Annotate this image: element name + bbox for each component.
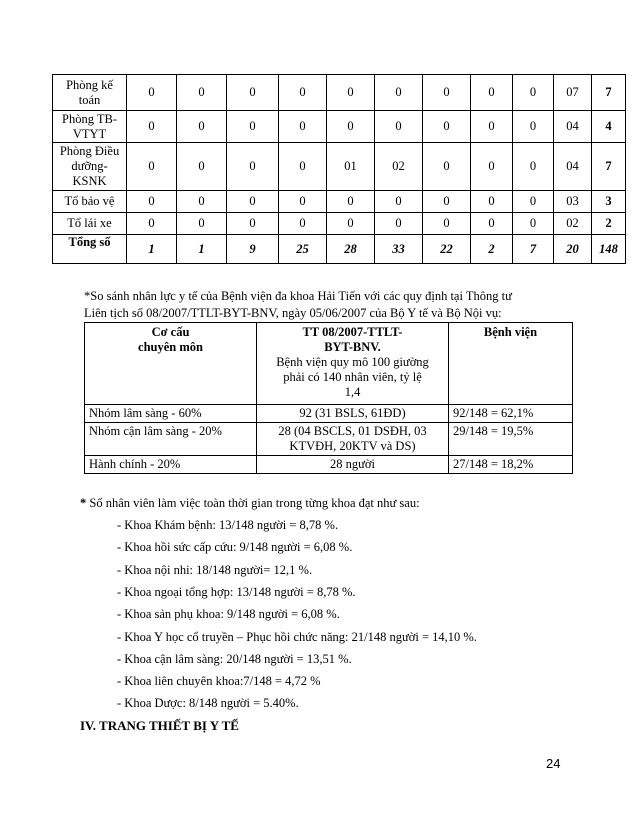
staff-table — [52, 74, 626, 264]
table-cell: 0 — [127, 111, 177, 143]
row-total: 2 — [592, 213, 626, 235]
table-row — [53, 143, 626, 191]
row-label-line: VTYT — [72, 126, 107, 141]
table-row — [53, 213, 626, 235]
standard-cell — [257, 405, 449, 423]
row-label — [53, 75, 127, 111]
table-cell: 0 — [177, 111, 227, 143]
total-cell: 7 — [513, 235, 554, 264]
table-cell: 0 — [177, 191, 227, 213]
page-number: 24 — [546, 756, 561, 771]
table-cell: 0 — [471, 111, 513, 143]
header-text: Bệnh viện quy mô 100 giường — [276, 355, 429, 369]
group-cell: Nhóm cận lâm sàng - 20% — [85, 423, 257, 456]
table-cell: 0 — [227, 213, 279, 235]
group-cell: Hành chính - 20% — [85, 456, 257, 474]
row-total: 7 — [592, 143, 626, 191]
total-cell: 1 — [177, 235, 227, 264]
table-cell: 0 — [327, 75, 375, 111]
row-label — [53, 111, 127, 143]
header-text: 1,4 — [344, 385, 361, 399]
table-cell: 0 — [471, 143, 513, 191]
table-cell: 0 — [513, 75, 554, 111]
header-text: chuyên môn — [138, 340, 203, 354]
table-cell: 0 — [423, 111, 471, 143]
standard-line: 28 người — [330, 457, 375, 471]
table-cell: 03 — [554, 191, 592, 213]
table-cell: 0 — [375, 75, 423, 111]
row-total: 7 — [592, 75, 626, 111]
table-cell: 04 — [554, 143, 592, 191]
total-cell: 9 — [227, 235, 279, 264]
comparison-row — [85, 405, 573, 423]
list-item: - Khoa liên chuyên khoa:7/148 = 4,72 % — [117, 674, 321, 689]
comparison-row — [85, 423, 573, 456]
header-structure — [85, 323, 257, 405]
table-cell: 0 — [279, 213, 327, 235]
table-cell: 0 — [177, 213, 227, 235]
row-label-line: Phòng Điều — [59, 144, 120, 158]
row-label-line: dưỡng- — [71, 159, 108, 173]
list-item: - Khoa Khám bệnh: 13/148 người = 8,78 %. — [117, 518, 339, 532]
list-item: - Khoa sản phụ khoa: 9/148 người = 6,08 %. — [117, 607, 340, 622]
table-cell: 0 — [177, 75, 227, 111]
row-label — [53, 191, 127, 213]
section-heading: IV. TRANG THIẾT BỊ Y TẾ — [80, 718, 239, 733]
table-row — [53, 111, 626, 143]
list-item: - Khoa cận lâm sàng: 20/148 người = 13,51 %. — [117, 651, 352, 666]
table-cell: 0 — [327, 191, 375, 213]
asterisk: * — [80, 496, 87, 510]
total-row — [53, 235, 626, 264]
total-cell: 2 — [471, 235, 513, 264]
header-text: BYT-BNV. — [324, 340, 381, 354]
table-cell: 0 — [279, 111, 327, 143]
header-standard — [257, 323, 449, 405]
table-cell: 0 — [127, 213, 177, 235]
group-cell: Nhóm lâm sàng - 60% — [85, 405, 257, 423]
comparison-row — [85, 456, 573, 474]
table-cell: 0 — [127, 143, 177, 191]
standard-line: 28 (04 BSCLS, 01 DSĐH, 03 — [278, 424, 427, 438]
hospital-cell: 29/148 = 19,5% — [449, 423, 573, 456]
table-cell: 0 — [471, 213, 513, 235]
header-hospital — [449, 323, 573, 405]
comparison-intro-line: *So sánh nhân lực y tế của Bệnh viện đa khoa Hải Tiến với các quy định tại Thông tư — [84, 289, 512, 303]
table-cell: 0 — [327, 213, 375, 235]
table-cell: 0 — [227, 191, 279, 213]
table-cell: 01 — [327, 143, 375, 191]
hospital-cell: 92/148 = 62,1% — [449, 405, 573, 423]
table-row — [53, 75, 626, 111]
table-cell: 0 — [227, 143, 279, 191]
table-cell: 0 — [375, 191, 423, 213]
fulltime-intro-text: Số nhân viên làm việc toàn thời gian trong từng khoa đạt như sau: — [86, 496, 420, 510]
header-text: Bệnh viện — [483, 325, 538, 339]
table-cell: 0 — [127, 75, 177, 111]
table-cell: 0 — [279, 143, 327, 191]
row-label-line: KSNK — [72, 174, 107, 188]
table-cell: 0 — [513, 143, 554, 191]
list-item: - Khoa nội nhi: 18/148 người= 12,1 %. — [117, 562, 313, 577]
header-text: phải có 140 nhân viên, tỷ lệ — [283, 370, 422, 384]
table-cell: 0 — [471, 75, 513, 111]
table-cell: 02 — [554, 213, 592, 235]
standard-cell — [257, 423, 449, 456]
table-cell: 0 — [471, 191, 513, 213]
row-label — [53, 143, 127, 191]
hospital-cell: 27/148 = 18,2% — [449, 456, 573, 474]
table-row — [53, 191, 626, 213]
table-cell: 04 — [554, 111, 592, 143]
row-label-line: Phòng TB- — [62, 111, 117, 126]
list-item: - Khoa hồi sức cấp cứu: 9/148 người = 6,08 %. — [117, 540, 353, 555]
comparison-intro-line: Liên tịch số 08/2007/TTLT-BYT-BNV, ngày 05/06/2007 của Bộ Y tế và Bộ Nội vụ: — [84, 306, 502, 320]
list-item: - Khoa Dược: 8/148 người = 5.40%. — [117, 696, 299, 711]
table-cell: 0 — [375, 111, 423, 143]
standard-line: KTVĐH, 20KTV và DS) — [289, 439, 416, 453]
total-cell: 25 — [279, 235, 327, 264]
comparison-table — [84, 322, 573, 474]
table-cell: 0 — [423, 191, 471, 213]
total-label: Tổng số — [53, 235, 127, 264]
table-cell: 0 — [423, 213, 471, 235]
table-cell: 0 — [375, 213, 423, 235]
standard-line: 92 (31 BSLS, 61ĐD) — [299, 406, 406, 420]
table-cell: 0 — [279, 191, 327, 213]
total-cell: 33 — [375, 235, 423, 264]
table-cell: 0 — [423, 75, 471, 111]
row-label-line: Tổ bảo vệ — [64, 194, 115, 208]
table-cell: 0 — [513, 213, 554, 235]
total-cell: 20 — [554, 235, 592, 264]
standard-cell — [257, 456, 449, 474]
table-cell: 07 — [554, 75, 592, 111]
grand-total: 148 — [592, 235, 626, 264]
table-cell: 0 — [227, 111, 279, 143]
list-item: - Khoa Y học cổ truyền – Phục hồi chức năng: 21/148 người = 14,10 %. — [117, 629, 477, 644]
row-label-line: Tổ lái xe — [67, 216, 112, 230]
fulltime-intro — [80, 495, 420, 512]
table-cell: 0 — [423, 143, 471, 191]
table-cell: 0 — [177, 143, 227, 191]
row-total: 4 — [592, 111, 626, 143]
table-cell: 0 — [513, 111, 554, 143]
row-total: 3 — [592, 191, 626, 213]
table-cell: 0 — [279, 75, 327, 111]
list-item: - Khoa ngoại tổng hợp: 13/148 người = 8,78 %. — [117, 584, 356, 599]
header-text: TT 08/2007-TTLT- — [302, 325, 403, 339]
total-cell: 1 — [127, 235, 177, 264]
table-cell: 02 — [375, 143, 423, 191]
row-label — [53, 213, 127, 235]
total-cell: 22 — [423, 235, 471, 264]
table-cell: 0 — [327, 111, 375, 143]
table-cell: 0 — [513, 191, 554, 213]
row-label-line: Phòng kế — [66, 77, 113, 92]
row-label-line: toán — [78, 92, 101, 107]
table-cell: 0 — [227, 75, 279, 111]
table-cell: 0 — [127, 191, 177, 213]
comparison-intro — [84, 288, 512, 322]
total-cell: 28 — [327, 235, 375, 264]
header-text: Cơ cấu — [151, 325, 190, 339]
